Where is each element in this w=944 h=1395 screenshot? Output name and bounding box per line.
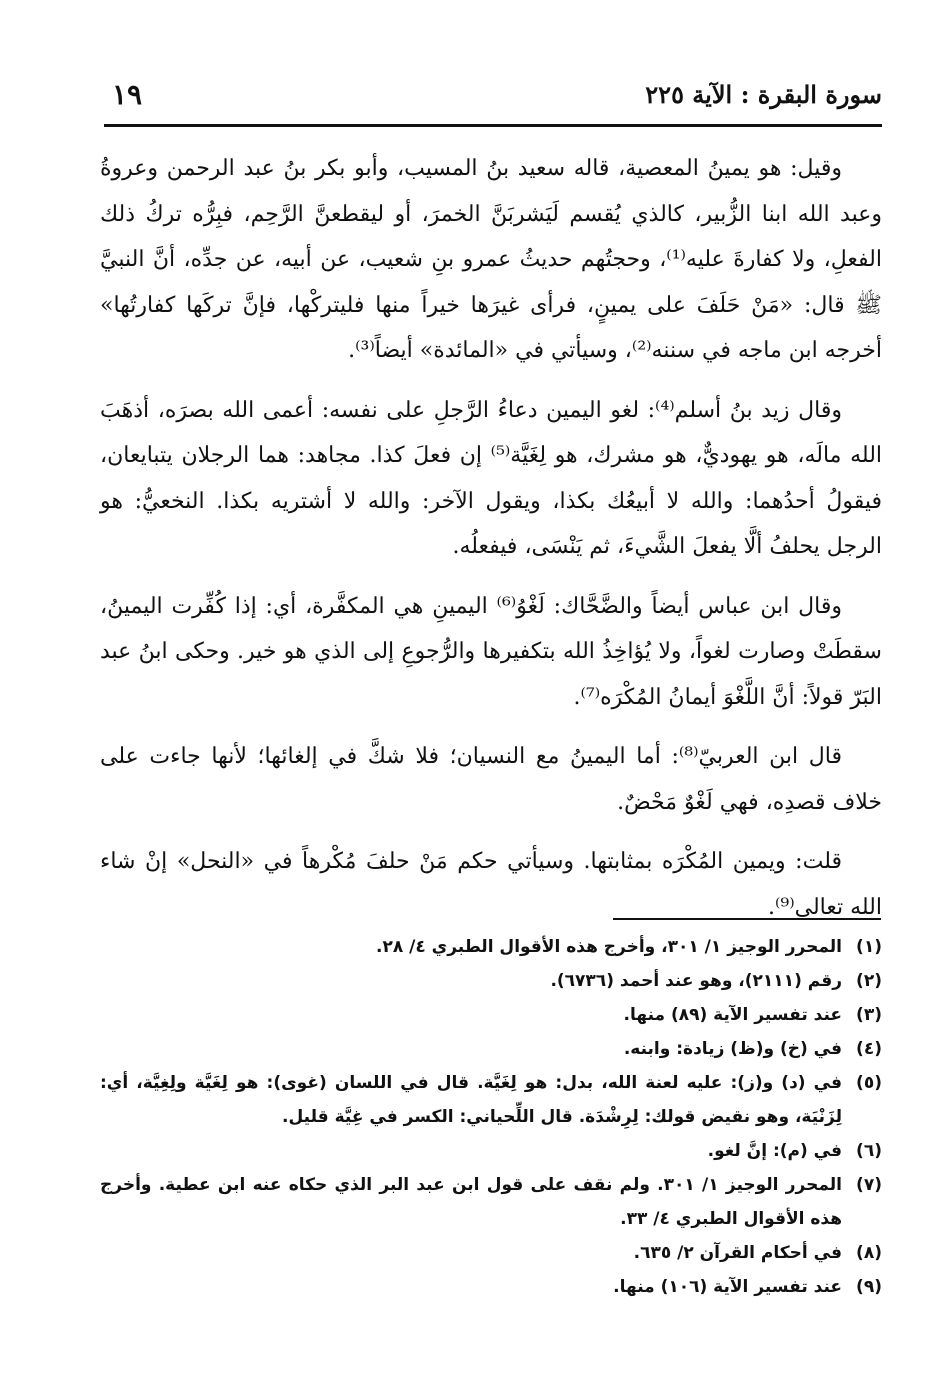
footnote	[100, 1066, 882, 1134]
footnote-number: (٦)	[856, 1141, 882, 1161]
footnote	[100, 1236, 882, 1270]
footnote-number: (٥)	[856, 1073, 882, 1093]
footnote-number: (٧)	[856, 1175, 882, 1195]
footnote-text: في أحكام القرآن ٢/ ٦٣٥.	[633, 1243, 842, 1263]
footnote-number: (١)	[856, 937, 882, 957]
footnote-text: المحرر الوجيز ١/ ٣٠١، وأخرج هذه الأقوال الطبري ٤/ ٢٨.	[375, 937, 842, 957]
footnote	[100, 964, 882, 998]
footnote-number: (٣)	[856, 1005, 882, 1025]
footnote	[100, 998, 882, 1032]
footnote-text: في (خ) و(ظ) زيادة: وابنه.	[623, 1039, 842, 1059]
page-number: ١٩	[112, 78, 143, 111]
footnote-text: عند تفسير الآية (١٠٦) منها.	[613, 1277, 842, 1297]
paragraph: وقيل: هو يمينُ المعصية، قاله سعيد بنُ المسيب، وأبو بكر بنُ عبد الرحمن وعروةُ وعبد الله ابنا الزُّبير، كالذي يُقسم لَيَشربَنَّ الخمرَ، أو ليقطعنَّ الرَّحِم، فبِرُّه تركُ ذلك الفعلِ، ولا كفارةَ عليه⁽¹⁾، وحجتُهم حديثُ عمرو بنِ شعيب، عن أبيه، عن جدِّه، أنَّ النبيَّ ﷺ قال: «مَنْ حَلَفَ على يمينٍ، فرأى غيرَها خيراً منها فليتركْها، فإنَّ تركَها كفارتُها» أخرجه ابن ماجه في سننه⁽²⁾، وسيأتي في «المائدة» أيضاً⁽³⁾.	[100, 156, 882, 363]
page-header	[104, 72, 882, 127]
footnote	[100, 1032, 882, 1066]
paragraph: قال ابن العربيّ⁽⁸⁾: أما اليمينُ مع النسيان؛ فلا شكَّ في إلغائها؛ لأنها جاءت على خلاف قصدِه، فهي لَغْوٌ مَحْضٌ.	[100, 744, 882, 815]
footnote-text: رقم (٢١١١)، وهو عند أحمد (٦٧٣٦).	[550, 971, 842, 991]
paragraph: وقال زيد بنُ أسلم⁽⁴⁾: لغو اليمين دعاءُ الرَّجلِ على نفسه: أعمى الله بصرَه، أذهَبَ الله مالَه، هو يهوديٌّ، هو مشرك، هو لِغَيَّة⁽⁵⁾ إن فعلَ كذا. مجاهد: هما الرجلان يتبايعان، فيقولُ أحدُهما: والله لا أبيعُك بكذا، ويقول الآخر: والله لا أشتريه بكذا. النخعيُّ: هو الرجل يحلفُ ألَّا يفعلَ الشَّيءَ، ثم يَنْسَى، فيفعلُه.	[100, 397, 883, 559]
footnote-number: (٤)	[856, 1039, 882, 1059]
footnote	[100, 1134, 882, 1168]
running-title: سورة البقرة : الآية ٢٢٥	[645, 80, 882, 109]
main-text	[100, 146, 882, 944]
paragraph: قلت: ويمين المُكْرَه بمثابتها. وسيأتي حكم مَنْ حلفَ مُكْرهاً في «النحل» إنْ شاء الله تعالى⁽⁹⁾.	[100, 849, 882, 920]
footnote-number: (٩)	[856, 1277, 882, 1297]
footnote-number: (٨)	[856, 1243, 882, 1263]
footnote-text: في (د) و(ز): عليه لعنة الله، بدل: هو لِغَيَّة. قال في اللسان (غوى): هو لِغَيَّة ولِغِيَّة، أي: لِزَنْيَة، وهو نقيض قولك: لِرِشْدَة. قال اللِّحياني: الكسر في غِيَّة قليل.	[100, 1073, 842, 1127]
footnote	[100, 1270, 882, 1304]
footnote	[100, 1168, 882, 1236]
paragraph: وقال ابن عباس أيضاً والضَّحَّاك: لَغْوُ⁽⁶⁾ اليمينِ هي المكفَّرة، أي: إذا كُفِّرت اليمينُ، سقطَتْ وصارت لغواً، ولا يُؤاخِذُ الله بتكفيرها والرُّجوعِ إلى الذي هو خير. وحكى ابنُ عبد البَرّ قولاً: أنَّ اللَّغْوَ أيمانُ المُكْرَه⁽⁷⁾.	[100, 593, 882, 710]
footnote-number: (٢)	[856, 971, 882, 991]
footnote-text: في (م): إنَّ لغو.	[707, 1141, 842, 1161]
footnotes	[100, 930, 882, 1304]
footnote-separator	[613, 918, 881, 920]
footnote-text: عند تفسير الآية (٨٩) منها.	[623, 1005, 842, 1025]
footnote	[100, 930, 882, 964]
footnote-text: المحرر الوجيز ١/ ٣٠١. ولم نقف على قول ابن عبد البر الذي حكاه عنه ابن عطية. وأخرج هذه الأقوال الطبري ٤/ ٣٣.	[100, 1175, 842, 1229]
